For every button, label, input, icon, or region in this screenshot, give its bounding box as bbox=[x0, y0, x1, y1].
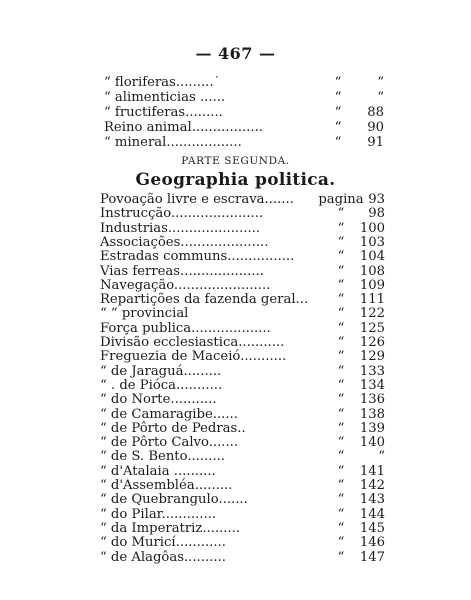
entry-label: Povoação livre e escrava....... bbox=[100, 192, 294, 207]
entry-label: Repartições da fazenda geral... bbox=[100, 292, 309, 308]
entry-ditto-mark: “ bbox=[337, 478, 345, 493]
entry-ditto-mark: “ bbox=[334, 105, 342, 120]
part-heading: PARTE SEGUNDA. bbox=[181, 155, 290, 167]
entry-label: Estradas communs................ bbox=[100, 249, 295, 265]
entry-ditto-mark: “ bbox=[334, 90, 342, 105]
entry-page-number: 144 bbox=[359, 506, 385, 522]
entry-page-number: 133 bbox=[359, 363, 385, 379]
index-entry bbox=[0, 250, 471, 264]
index-entry bbox=[0, 307, 471, 321]
entry-label: Instrucção...................... bbox=[100, 206, 264, 222]
entry-page-number: 129 bbox=[359, 349, 385, 365]
entry-ditto-mark: “ bbox=[337, 277, 345, 293]
index-entry bbox=[0, 207, 471, 221]
index-entry bbox=[0, 236, 471, 250]
entry-page-number: “ bbox=[378, 449, 385, 465]
entry-page-number: 126 bbox=[359, 335, 385, 350]
entry-ditto-mark: “ bbox=[337, 320, 345, 336]
entry-page-number: “ bbox=[377, 75, 384, 90]
entry-page-number: 122 bbox=[359, 306, 385, 322]
index-entry bbox=[0, 436, 471, 450]
entry-page-number: 104 bbox=[359, 249, 385, 265]
entry-ditto-mark: “ bbox=[337, 506, 345, 522]
entry-label: “ floriferas.........˙ bbox=[104, 75, 221, 90]
index-entry bbox=[0, 121, 471, 135]
index-entry bbox=[0, 350, 471, 364]
entry-label: “ de Pôrto de Pedras.. bbox=[100, 420, 246, 436]
entry-label: Industrias...................... bbox=[100, 220, 261, 236]
entry-label: “ de Jaraguá......... bbox=[100, 363, 222, 379]
entry-page-number: 143 bbox=[359, 492, 385, 508]
index-entry bbox=[0, 265, 471, 279]
index-entry bbox=[0, 91, 471, 105]
index-entry bbox=[0, 136, 471, 150]
entry-page-number: 88 bbox=[367, 105, 384, 120]
index-entry bbox=[0, 479, 471, 493]
index-entry bbox=[0, 293, 471, 307]
index-entry bbox=[0, 76, 471, 90]
entry-page-number: 134 bbox=[359, 377, 385, 393]
entry-ditto-mark: “ bbox=[334, 135, 342, 150]
entry-label: “ fructiferas......... bbox=[104, 105, 223, 120]
index-entry bbox=[0, 551, 471, 565]
entry-ditto-mark: “ bbox=[337, 392, 345, 408]
index-entry bbox=[0, 408, 471, 422]
entry-label: “ da Imperatriz......... bbox=[100, 520, 241, 536]
entry-label: “ de Alagôas.......... bbox=[100, 549, 226, 565]
entry-ditto-mark: “ bbox=[334, 75, 342, 90]
entry-ditto-mark: “ bbox=[337, 363, 345, 379]
entry-ditto-mark: “ bbox=[337, 435, 345, 451]
entry-label: “ de Camaragibe...... bbox=[100, 406, 238, 422]
entry-page-number: 146 bbox=[359, 535, 385, 551]
entry-ditto-mark: “ bbox=[337, 220, 345, 236]
entry-label: “ de S. Bento......... bbox=[100, 449, 226, 465]
entry-label: Freguezia de Maceió........... bbox=[100, 349, 287, 365]
index-entry bbox=[0, 522, 471, 536]
entry-label: “ alimenticias ...... bbox=[104, 90, 226, 105]
entry-label: “ d'Assembléa......... bbox=[100, 478, 233, 493]
entry-page-number: 147 bbox=[359, 549, 385, 565]
entry-ditto-mark: “ bbox=[337, 292, 345, 308]
entry-ditto-mark: “ bbox=[337, 535, 345, 551]
entry-page-number: 142 bbox=[359, 478, 385, 493]
entry-ditto-mark: “ bbox=[337, 306, 345, 322]
entry-label: Associações..................... bbox=[100, 234, 269, 250]
index-entry bbox=[0, 222, 471, 236]
entry-page-number: 136 bbox=[359, 392, 385, 408]
index-entry bbox=[0, 393, 471, 407]
entry-label: Divisão ecclesiastica........... bbox=[100, 335, 285, 350]
entry-page-number: 109 bbox=[359, 277, 385, 293]
index-entry bbox=[0, 493, 471, 507]
entry-label: “ “ provincial bbox=[100, 306, 189, 322]
entry-label: Força publica................... bbox=[100, 320, 271, 336]
entry-page-number: 141 bbox=[359, 463, 385, 479]
entry-label: Vias ferreas.................... bbox=[100, 263, 264, 279]
entry-ditto-mark: “ bbox=[337, 349, 345, 365]
index-entry bbox=[0, 365, 471, 379]
entry-page-number: 111 bbox=[359, 292, 385, 308]
entry-ditto-mark: “ bbox=[337, 520, 345, 536]
entry-ditto-mark: pagina bbox=[318, 192, 364, 207]
entry-label: “ . de Pióca........... bbox=[100, 377, 223, 393]
page-number: — 467 — bbox=[195, 44, 276, 63]
entry-page-number: 145 bbox=[359, 520, 385, 536]
entry-page-number: 90 bbox=[367, 120, 384, 135]
entry-ditto-mark: “ bbox=[337, 249, 345, 265]
entry-ditto-mark: “ bbox=[337, 206, 345, 222]
entry-label: “ do Norte........... bbox=[100, 392, 217, 408]
entry-ditto-mark: “ bbox=[337, 449, 345, 465]
entry-label: “ de Pôrto Calvo....... bbox=[100, 435, 239, 451]
entry-ditto-mark: “ bbox=[337, 335, 345, 350]
entry-page-number: 139 bbox=[359, 420, 385, 436]
index-entry bbox=[0, 193, 471, 207]
entry-page-number: 91 bbox=[367, 135, 384, 150]
entry-page-number: 125 bbox=[359, 320, 385, 336]
index-entry bbox=[0, 536, 471, 550]
index-entry bbox=[0, 422, 471, 436]
entry-page-number: 108 bbox=[359, 263, 385, 279]
entry-page-number: “ bbox=[377, 90, 384, 105]
entry-label: “ mineral.................. bbox=[104, 135, 242, 150]
index-entry bbox=[0, 106, 471, 120]
index-entry bbox=[0, 322, 471, 336]
entry-label: “ do Pilar............. bbox=[100, 506, 217, 522]
index-entry bbox=[0, 450, 471, 464]
entry-page-number: 140 bbox=[359, 435, 385, 451]
index-entry bbox=[0, 336, 471, 350]
entry-page-number: 100 bbox=[359, 220, 385, 236]
entry-label: “ de Quebrangulo....... bbox=[100, 492, 248, 508]
entry-ditto-mark: “ bbox=[334, 120, 342, 135]
entry-page-number: 98 bbox=[368, 206, 385, 222]
entry-ditto-mark: “ bbox=[337, 549, 345, 565]
entry-ditto-mark: “ bbox=[337, 420, 345, 436]
index-entry bbox=[0, 279, 471, 293]
entry-label: Navegação....................... bbox=[100, 277, 271, 293]
entry-ditto-mark: “ bbox=[337, 263, 345, 279]
index-entry bbox=[0, 379, 471, 393]
index-entry bbox=[0, 465, 471, 479]
entry-page-number: 93 bbox=[368, 192, 385, 207]
entry-label: “ do Muricí............ bbox=[100, 535, 226, 551]
entry-ditto-mark: “ bbox=[337, 492, 345, 508]
entry-ditto-mark: “ bbox=[337, 234, 345, 250]
entry-ditto-mark: “ bbox=[337, 406, 345, 422]
entry-page-number: 138 bbox=[359, 406, 385, 422]
entry-ditto-mark: “ bbox=[337, 377, 345, 393]
entry-label: Reino animal................. bbox=[104, 120, 263, 135]
entry-page-number: 103 bbox=[359, 234, 385, 250]
entry-label: “ d'Atalaia .......... bbox=[100, 463, 216, 479]
entry-ditto-mark: “ bbox=[337, 463, 345, 479]
section-heading: Geographia politica. bbox=[135, 170, 336, 190]
index-entry bbox=[0, 508, 471, 522]
